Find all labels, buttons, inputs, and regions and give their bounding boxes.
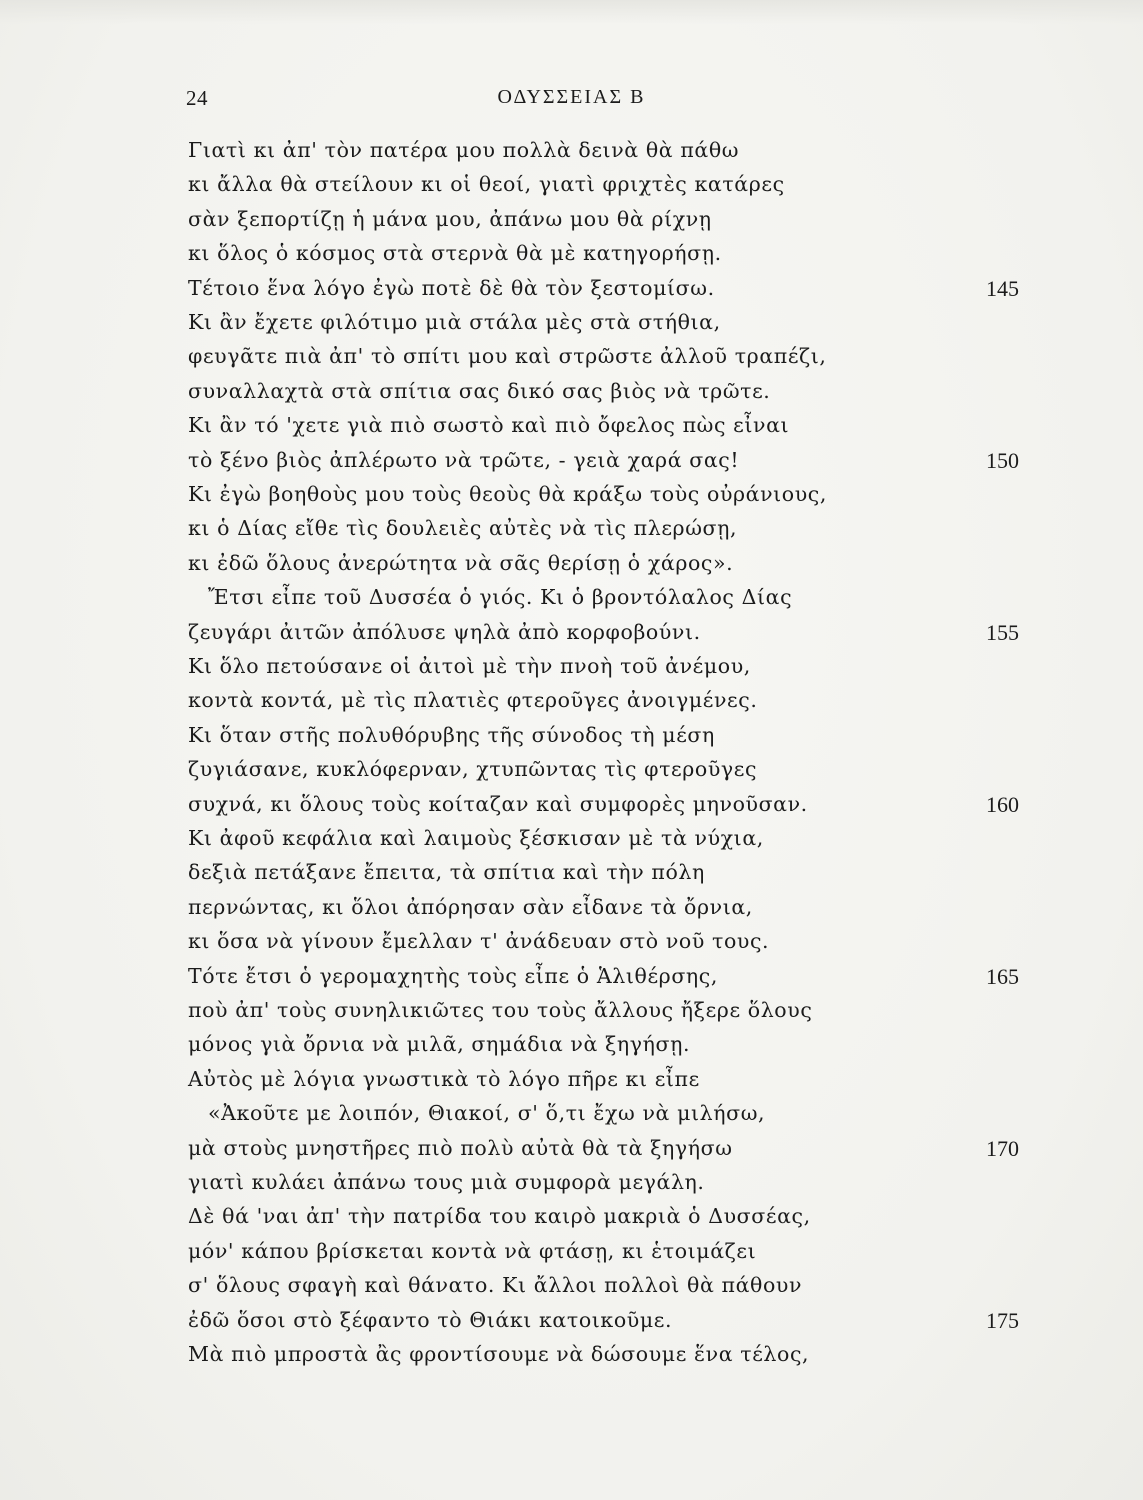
- verse-text: Ἔτσι εἶπε τοῦ Δυσσέα ὁ γιός. Κι ὁ βροντόλαλος Δίας: [208, 585, 793, 610]
- line-number: 165: [986, 963, 1019, 989]
- verse-line: [0, 207, 1143, 241]
- verse-line: [0, 1239, 1143, 1273]
- line-number: 175: [986, 1307, 1019, 1333]
- verse-line: [0, 860, 1143, 894]
- verse-text: Κι ὅλο πετούσανε οἱ ἀιτοὶ μὲ τὴν πνοὴ τοῦ ἀνέμου,: [188, 654, 751, 678]
- verse-text: Τότε ἔτσι ὁ γερομαχητὴς τοὺς εἶπε ὁ Ἁλιθέρσης,: [188, 963, 718, 988]
- verse-line: [0, 1136, 1143, 1170]
- verse-line: [0, 551, 1143, 585]
- verse-text: μὰ στοὺς μνηστῆρες πιὸ πολὺ αὐτὰ θὰ τὰ ξηγήσω: [188, 1135, 733, 1160]
- verse-text: Κι ἂν ἔχετε φιλότιμο μιὰ στάλα μὲς στὰ στήθια,: [188, 310, 721, 334]
- verse-text: ζυγιάσανε, κυκλόφερναν, χτυπῶντας τὶς φτεροῦγες: [188, 757, 758, 782]
- verse-text: κι ὅσα νὰ γίνουν ἔμελλαν τ' ἀνάδευαν στὸ νοῦ τους.: [188, 929, 770, 954]
- verse-text: Γιατὶ κι ἀπ' τὸν πατέρα μου πολλὰ δεινὰ θὰ πάθω: [188, 138, 740, 162]
- verse-text: κι ὁ Δίας εἴθε τὶς δουλειὲς αὐτὲς νὰ τὶς πλερώσῃ,: [188, 516, 738, 541]
- verse-text: «Ἀκοῦτε με λοιπόν, Θιακοί, σ' ὅ,τι ἔχω νὰ μιλήσω,: [208, 1101, 766, 1126]
- verse-text: σὰν ξεπορτίζῃ ἡ μάνα μου, ἀπάνω μου θὰ ρίχνῃ: [188, 206, 712, 231]
- verse-line: [0, 1204, 1143, 1238]
- verse-line: [0, 172, 1143, 206]
- verse-line: [0, 482, 1143, 516]
- verse-line: [0, 1342, 1143, 1376]
- verse-line: [0, 723, 1143, 757]
- verse-line: [0, 413, 1143, 447]
- verse-line: [0, 792, 1143, 826]
- verse-line: [0, 1308, 1143, 1342]
- verse-line: [0, 1170, 1143, 1204]
- verse-text: Αὐτὸς μὲ λόγια γνωστικὰ τὸ λόγο πῆρε κι εἶπε: [188, 1066, 700, 1091]
- verse-line: [0, 1032, 1143, 1066]
- verse-text: γιατὶ κυλάει ἀπάνω τους μιὰ συμφορὰ μεγάλη.: [188, 1170, 705, 1194]
- verse-text: Κι ἀφοῦ κεφάλια καὶ λαιμοὺς ξέσκισαν μὲ τὰ νύχια,: [188, 826, 764, 850]
- verse-line: [0, 1067, 1143, 1101]
- verse-line: [0, 1101, 1143, 1135]
- page-header: [0, 86, 1143, 116]
- verse-text: συναλλαχτὰ στὰ σπίτια σας δικό σας βιὸς νὰ τρῶτε.: [188, 378, 771, 403]
- verse-line: [0, 138, 1143, 172]
- verse-text: συχνά, κι ὅλους τοὺς κοίταζαν καὶ συμφορὲς μηνοῦσαν.: [188, 791, 808, 816]
- verse-line: [0, 310, 1143, 344]
- verse-text: ἐδῶ ὅσοι στὸ ξέφαντο τὸ Θιάκι κατοικοῦμε.: [188, 1307, 673, 1332]
- verse-text: Κι ὅταν στῆς πολυθόρυβης τῆς σύνοδος τὴ μέση: [188, 722, 715, 747]
- line-number: 170: [986, 1135, 1019, 1161]
- verse-line: [0, 929, 1143, 963]
- verse-line: [0, 757, 1143, 791]
- verse-line: [0, 620, 1143, 654]
- verse-text: ποὺ ἀπ' τοὺς συνηλικιῶτες του τοὺς ἄλλους ἤξερε ὅλους: [188, 998, 813, 1022]
- verse-text: μόνος γιὰ ὄρνια νὰ μιλᾶ, σημάδια νὰ ξηγήσῃ.: [188, 1032, 691, 1057]
- page-number: 24: [186, 86, 208, 110]
- verse-line: [0, 964, 1143, 998]
- verse-text: Κι ἂν τό 'χετε γιὰ πιὸ σωστὸ καὶ πιὸ ὄφελος πὼς εἶναι: [188, 413, 790, 438]
- verse-line: [0, 998, 1143, 1032]
- verse-line: [0, 688, 1143, 722]
- verse-line: [0, 895, 1143, 929]
- verse-line: [0, 379, 1143, 413]
- verse-line: [0, 585, 1143, 619]
- verse-text: φευγᾶτε πιὰ ἀπ' τὸ σπίτι μου καὶ στρῶστε ἀλλοῦ τραπέζι,: [188, 344, 827, 369]
- line-number: 155: [986, 619, 1019, 645]
- verse-text: περνώντας, κι ὅλοι ἀπόρησαν σὰν εἶδανε τὰ ὄρνια,: [188, 894, 753, 919]
- verse-line: [0, 448, 1143, 482]
- line-number: 160: [986, 791, 1019, 817]
- verse-line: [0, 241, 1143, 275]
- verse-text: κι ὅλος ὁ κόσμος στὰ στερνὰ θὰ μὲ κατηγορήσῃ.: [188, 241, 722, 266]
- verse-line: [0, 1273, 1143, 1307]
- running-title: ΟΔΥΣΣΕΙΑΣ Β: [497, 86, 646, 108]
- verse-text: κι ἄλλα θὰ στείλουν κι οἱ θεοί, γιατὶ φριχτὲς κατάρες: [188, 172, 785, 197]
- line-number: 145: [986, 275, 1019, 301]
- verse-line: [0, 516, 1143, 550]
- verse-text: δεξιὰ πετάξανε ἔπειτα, τὰ σπίτια καὶ τὴν πόλη: [188, 860, 705, 885]
- verse-text: ζευγάρι ἀιτῶν ἀπόλυσε ψηλὰ ἀπὸ κορφοβούνι.: [188, 619, 701, 644]
- verse-text: Κι ἐγὼ βοηθοὺς μου τοὺς θεοὺς θὰ κράξω τοὺς οὐράνιους,: [188, 482, 828, 506]
- page-edge-shadow: [0, 0, 1143, 24]
- verse-text: κι ἐδῶ ὅλους ἀνερώτητα νὰ σᾶς θερίσῃ ὁ χάρος».: [188, 550, 734, 575]
- verse-text: Μὰ πιὸ μπροστὰ ἂς φροντίσουμε νὰ δώσουμε ἕνα τέλος,: [188, 1342, 810, 1366]
- verse-text: σ' ὅλους σφαγὴ καὶ θάνατο. Κι ἄλλοι πολλοὶ θὰ πάθουν: [188, 1273, 803, 1298]
- verse-text: Τέτοιο ἕνα λόγο ἐγὼ ποτὲ δὲ θὰ τὸν ξεστομίσω.: [188, 275, 715, 300]
- line-number: 150: [986, 447, 1019, 473]
- verse-line: [0, 344, 1143, 378]
- verse-text: τὸ ξένο βιὸς ἀπλέρωτο νὰ τρῶτε, - γειὰ χαρά σας!: [188, 447, 740, 472]
- verse-text: Δὲ θά 'ναι ἀπ' τὴν πατρίδα του καιρὸ μακριὰ ὁ Δυσσέας,: [188, 1204, 811, 1229]
- verse-text: κοντὰ κοντά, μὲ τὶς πλατιὲς φτεροῦγες ἀνοιγμένες.: [188, 688, 758, 713]
- verse-line: [0, 276, 1143, 310]
- verse-text: μόν' κάπου βρίσκεται κοντὰ νὰ φτάσῃ, κι ἑτοιμάζει: [188, 1238, 757, 1263]
- verse-line: [0, 826, 1143, 860]
- verse-line: [0, 654, 1143, 688]
